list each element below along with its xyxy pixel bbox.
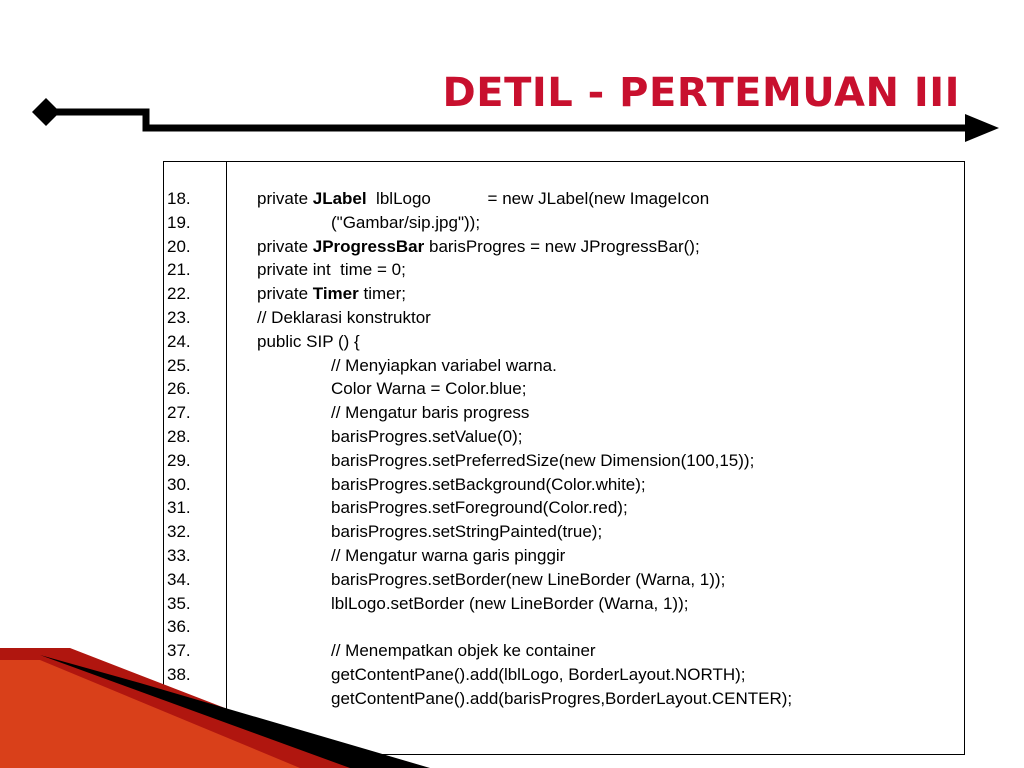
code-fragment: private (257, 189, 313, 208)
code-fragment: // Mengatur baris progress (331, 403, 530, 423)
code-fragment: private (257, 236, 313, 256)
line-number: 22. (167, 284, 191, 304)
code-fragment: Color Warna = Color.blue; (331, 379, 527, 399)
code-fragment: getContentPane().add(lblLogo, BorderLayout.NORTH); (331, 665, 746, 684)
line-number: 23. (167, 308, 191, 327)
code-fragment: barisProgres.setBackground(Color.white); (331, 474, 646, 494)
code-fragment: lblLogo.setBorder (new LineBorder (Warna, 1)); (331, 593, 689, 613)
code-fragment: public SIP () { (257, 331, 360, 351)
line-number: 29. (167, 450, 191, 470)
code-fragment: barisProgres.setStringPainted(true); (331, 522, 603, 542)
line-number: 37. (167, 641, 191, 661)
line-number: 26. (167, 379, 191, 399)
line-number: 34. (167, 569, 191, 589)
code-fragment: private (257, 284, 313, 304)
code-type-keyword: JLabel (312, 189, 367, 208)
code-fragment: barisProgres.setForeground(Color.red); (331, 498, 628, 518)
line-number: 28. (167, 427, 191, 446)
code-type-keyword: JProgressBar (312, 236, 425, 256)
line-number: 31. (167, 498, 191, 518)
slide-title: DETIL - PERTEMUAN III (442, 70, 960, 116)
line-number: 35. (167, 593, 191, 613)
code-fragment: barisProgres.setValue(0); (331, 427, 523, 446)
line-number: 30. (167, 474, 191, 494)
line-number: 25. (167, 355, 191, 375)
line-number: 20. (167, 236, 191, 256)
line-number: 27. (167, 403, 191, 423)
code-fragment: private int time = 0; (257, 260, 406, 280)
ribbon-light (0, 660, 300, 768)
code-fragment: ("Gambar/sip.jpg")); (331, 212, 481, 232)
code-fragment: // Deklarasi konstruktor (257, 308, 431, 327)
line-number: 19. (167, 212, 191, 232)
code-fragment: // Menempatkan objek ke container (331, 641, 596, 661)
line-number: 32. (167, 522, 191, 542)
line-number: 36. (167, 617, 191, 637)
line-number: 38. (167, 665, 191, 684)
code-type-keyword: Timer (312, 284, 359, 304)
line-number: 21. (167, 260, 191, 280)
code-fragment: // Menyiapkan variabel warna. (331, 355, 557, 375)
code-fragment: lblLogo = new JLabel(new ImageIcon (366, 189, 710, 208)
code-fragment: timer; (358, 284, 406, 304)
code-fragment: barisProgres = new JProgressBar(); (424, 236, 700, 256)
code-fragment: getContentPane().add(barisProgres,BorderLayout.CENTER); (331, 688, 793, 708)
code-fragment: barisProgres.setBorder(new LineBorder (Warna, 1)); (331, 569, 726, 589)
line-number: 18. (167, 189, 191, 208)
code-fragment: // Mengatur warna garis pinggir (331, 546, 566, 565)
line-number: 24. (167, 331, 191, 351)
code-fragment: barisProgres.setPreferredSize(new Dimension(100,15)); (331, 450, 755, 470)
line-number: 33. (167, 546, 191, 565)
